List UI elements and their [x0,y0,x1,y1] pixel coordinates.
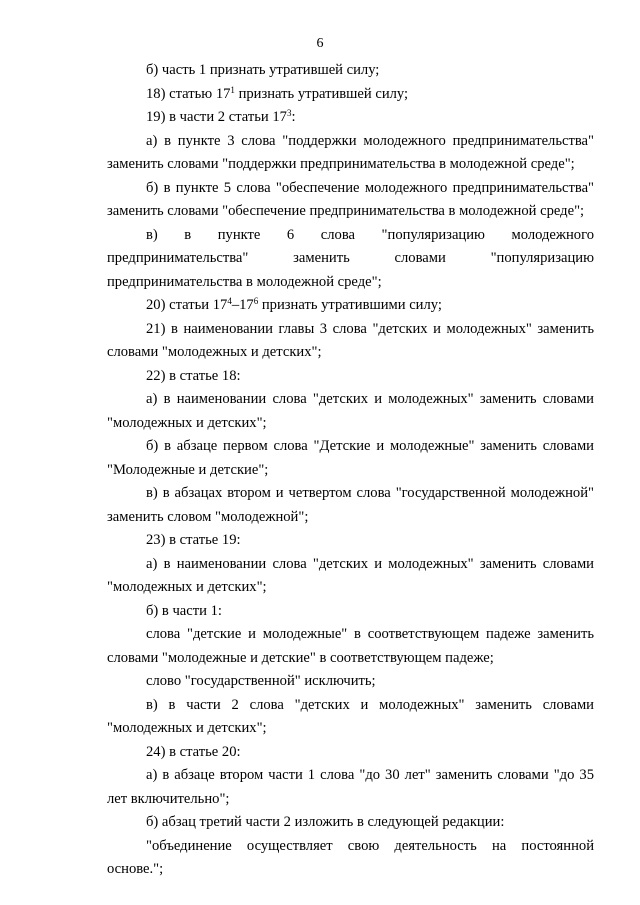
paragraph-text: признать утратившей силу; [234,85,409,102]
paragraph: слово "государственной" исключить; [146,673,376,689]
paragraph: а) в наименовании слова "детских и молодежных" заменить словами "молодежных и детских"; [107,555,594,595]
paragraph: слова "детские и молодежные" в соответствующем падеже заменить словами "молодежные и детские" в соответствующем падеже; [107,626,594,666]
paragraph: б) в пункте 5 слова "обеспечение молодежного предпринимательства" заменить словами "обеспечение предпринимательства в молодежной среде"; [107,179,594,219]
paragraph-text: : [291,109,296,125]
superscript: 4 [227,296,232,306]
superscript: 3 [286,108,292,118]
paragraph: "объединение осуществляет свою деятельность на постоянной основе."; [107,837,594,877]
paragraph: в) в абзацах втором и четвертом слова "государственной молодежной" заменить словом "молодежной"; [107,485,594,525]
paragraph: 23) в статье 19: [146,532,241,548]
paragraph: б) абзац третий части 2 изложить в следующей редакции: [146,814,505,830]
paragraph: б) в абзаце первом слова "Детские и молодежные" заменить словами "Молодежные и детские"; [107,438,594,478]
paragraph-text: –17 [231,297,254,313]
paragraph: б) в части 1: [146,602,222,619]
paragraph-text: 18) статью 17 [146,85,231,102]
paragraph [107,83,594,107]
paragraph [107,294,594,318]
paragraph-text: 19) в части 2 статьи 17 [146,109,287,125]
superscript: 1 [230,84,235,95]
paragraph-text: 20) статьи 17 [146,297,228,313]
page-number: 6 [316,36,324,51]
paragraph: а) в абзаце втором части 1 слова "до 30 лет" заменить словами "до 35 лет включительно"; [107,767,594,807]
paragraph: 22) в статье 18: [146,367,241,384]
paragraph-text: признать утратившими силу; [258,297,442,313]
paragraph: 24) в статье 20: [146,743,241,760]
paragraph: в) в части 2 слова "детских и молодежных" заменить словами "молодежных и детских"; [107,696,594,736]
paragraph: а) в пункте 3 слова "поддержки молодежного предпринимательства" заменить словами "поддержки предпринимательства в молодежной среде"; [107,132,594,172]
paragraph: 21) в наименовании главы 3 слова "детских и молодежных" заменить словами "молодежных и детских"; [107,320,594,360]
paragraph [107,106,594,130]
paragraph: а) в наименовании слова "детских и молодежных" заменить словами "молодежных и детских"; [107,391,594,431]
document-body [107,59,594,882]
superscript: 6 [253,296,259,306]
paragraph: б) часть 1 признать утратившей силу; [146,62,380,78]
paragraph: в) в пункте 6 слова "популяризацию молодежного предпринимательства" заменить словами "популяризацию предпринимательства в молодежной среде"; [107,226,594,290]
